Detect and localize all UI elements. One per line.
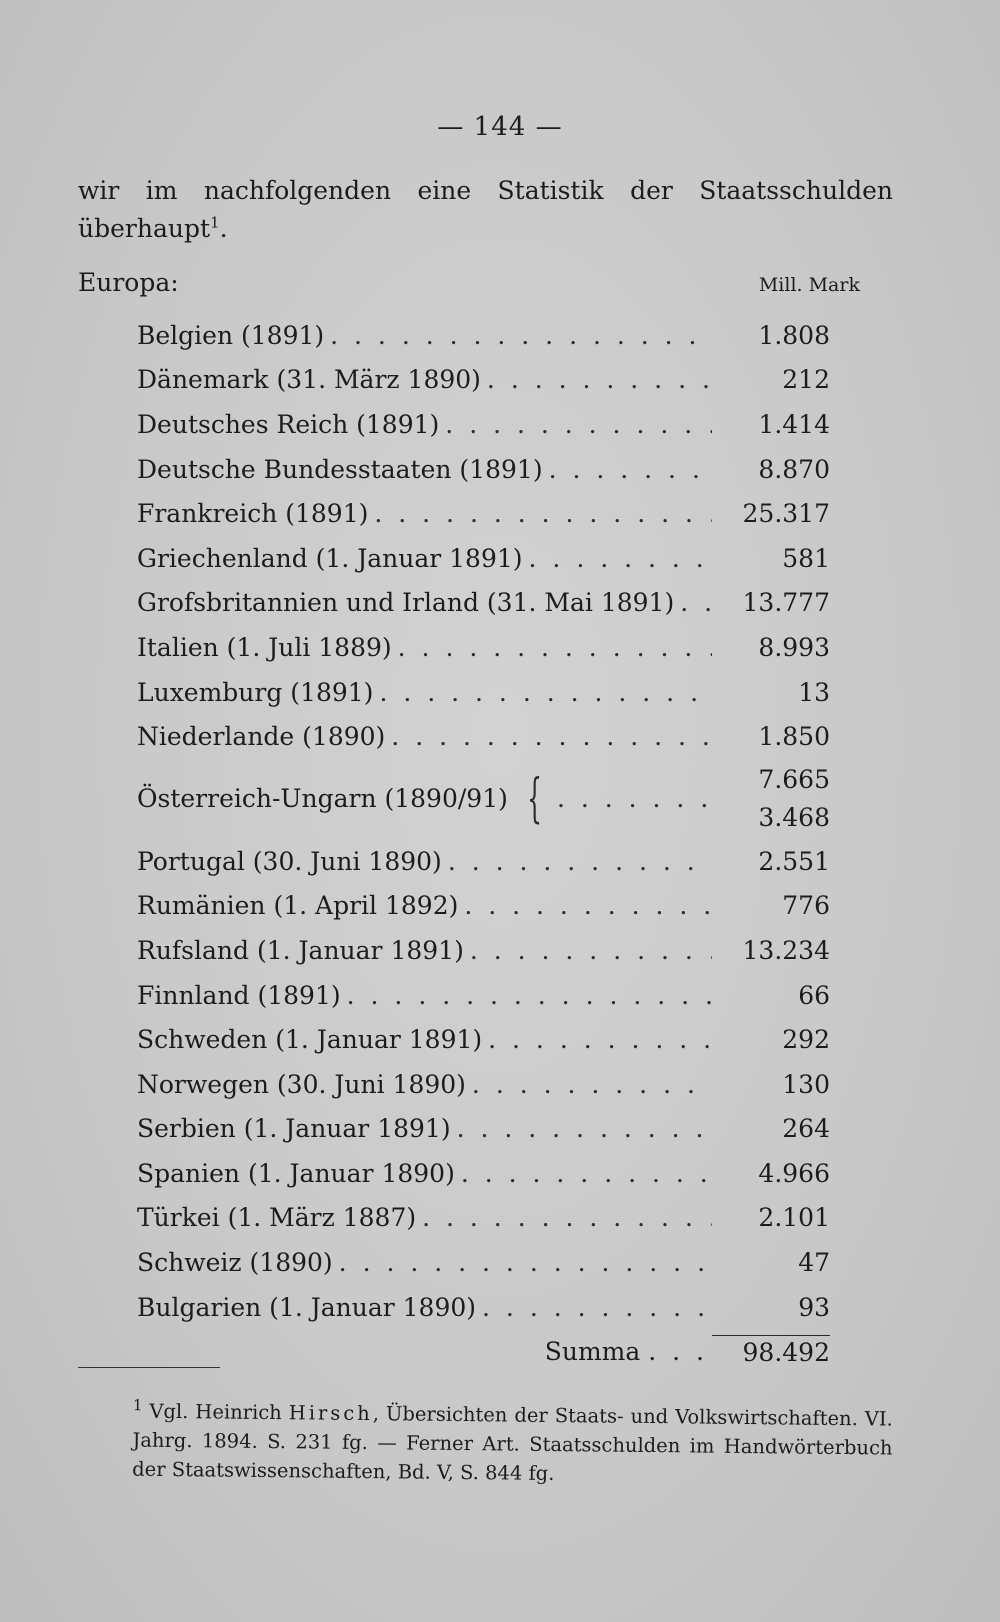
dot-leader [416,1203,712,1232]
debt-value: 13 [798,677,830,707]
brace-glyph: { [526,768,542,829]
intro-line-1 [78,172,893,210]
dot-leader [476,1293,712,1322]
country-label: Dänemark (31. März 1890) [137,365,481,395]
country-label: Finnland (1891) [137,980,341,1010]
country-label: Italien (1. Juli 1889) [137,632,392,662]
country-label: Rumänien (1. April 1892) [137,891,459,921]
dot-leader [464,936,712,965]
debt-value: 2.551 [758,846,830,876]
table-row [137,1017,830,1062]
debt-value: 2.101 [758,1203,830,1233]
debt-value: 3.468 [758,802,830,832]
dot-leader [439,410,712,439]
dot-leader [385,722,712,751]
country-label: Bulgarien (1. Januar 1890) [137,1292,477,1322]
footnote-author: Hirsch [288,1401,373,1426]
intro-word: eine [417,176,472,205]
table-row [137,1107,830,1152]
table-row-double [137,759,830,839]
debt-value: 25.317 [742,499,830,529]
table-row [137,1285,830,1330]
intro-line-2 [78,210,893,248]
table-row [137,670,830,715]
dot-leader [674,588,712,617]
debt-table [137,313,830,1373]
country-label: Grofsbritannien und Irland (31. Mai 1891) [137,588,675,618]
dot-leader [442,847,712,876]
country-label: Türkei (1. März 1887) [137,1203,417,1233]
intro-word: im [145,176,178,205]
debt-value: 292 [782,1025,830,1055]
table-row [137,581,830,626]
country-label: Frankreich (1891) [137,499,369,529]
country-label: Spanien (1. Januar 1890) [137,1158,455,1188]
debt-value: 8.870 [758,454,830,484]
table-row [137,625,830,670]
debt-value-pair [712,761,830,837]
footnote-body [77,1396,893,1492]
table-row [137,714,830,759]
dot-leader [458,891,712,920]
country-label: Portugal (30. Juni 1890) [137,846,442,876]
debt-value: 47 [798,1248,830,1278]
footnote-text-b: , Übersichten der Staats- und Volkswirtschaften. VI. Jahrg. 1894. S. 231 fg. — Ferner Art. Staatsschulden im Handwörterbuch der Staatswissenschaften, Bd. V, S. 844 fg. [132,1402,893,1485]
dot-leader [392,633,712,662]
debt-value: 4.966 [758,1158,830,1188]
intro-line-2-end: . [219,214,228,243]
footnote-marker: 1 [132,1396,143,1415]
table-row [137,491,830,536]
table-row [137,447,830,492]
intro-paragraph [78,172,893,248]
debt-value: 1.808 [758,320,830,350]
dot-leader [341,981,712,1010]
dot-leader [455,1159,712,1188]
footnote-reference[interactable]: 1 [210,213,220,232]
table-row [137,1240,830,1285]
table-row [137,536,830,581]
table-row [137,313,830,358]
unit-label: Mill. Mark [758,274,860,296]
table-row [137,1062,830,1107]
table-row [137,1151,830,1196]
table-row [137,839,830,884]
debt-value: 8.993 [758,632,830,662]
country-label: Deutsches Reich (1891) [137,409,440,439]
table-row [137,884,830,929]
section-title: Europa: [78,268,179,297]
country-label: Belgien (1891) [137,320,325,350]
intro-word: nachfolgenden [203,176,392,205]
section-header [78,268,860,297]
country-label: Österreich-Ungarn (1890/91) [137,784,508,814]
country-label: Schweiz (1890) [137,1248,333,1278]
country-label: Serbien (1. Januar 1891) [137,1114,451,1144]
dot-leader [543,455,712,484]
dot-leader [481,365,712,394]
debt-value: 776 [782,891,830,921]
table-row [137,973,830,1018]
sum-value: 98.492 [712,1335,830,1367]
intro-word: Staatsschulden [699,176,893,205]
dot-leader [482,1025,712,1054]
country-label: Deutsche Bundesstaaten (1891) [137,454,543,484]
dot-leader [324,321,712,350]
dot-leader [373,678,712,707]
debt-value: 1.414 [758,409,830,439]
intro-word: der [630,176,673,205]
dot-leader [368,499,712,528]
intro-word: wir [78,176,120,205]
page-number: — 144 — [437,112,563,142]
dot-leader [551,784,712,813]
intro-line-2-text: überhaupt [78,214,211,243]
debt-value: 581 [782,543,830,573]
table-row [137,1196,830,1241]
debt-value: 264 [782,1114,830,1144]
sum-label: Summa [544,1336,641,1366]
debt-value: 1.850 [758,722,830,752]
table-row [137,928,830,973]
sum-dots: . . . [648,1336,704,1366]
dot-leader [333,1248,712,1277]
debt-value: 13.234 [742,935,830,965]
dot-leader [523,544,712,573]
country-label: Luxemburg (1891) [137,677,374,707]
dot-leader [451,1114,712,1143]
debt-value: 93 [798,1292,830,1322]
debt-value: 13.777 [742,588,830,618]
footnote [77,1396,893,1492]
country-label: Schweden (1. Januar 1891) [137,1025,483,1055]
country-label: Niederlande (1890) [137,722,386,752]
sum-row [137,1329,830,1373]
footnote-rule [78,1367,220,1368]
debt-value: 212 [782,365,830,395]
dot-leader [466,1070,712,1099]
footnote-text-a: Vgl. Heinrich [149,1399,282,1425]
country-label: Norwegen (30. Juni 1890) [137,1069,466,1099]
debt-value: 7.665 [758,764,830,794]
table-row [137,358,830,403]
country-label: Rufsland (1. Januar 1891) [137,935,464,965]
debt-value: 66 [798,980,830,1010]
country-label: Griechenland (1. Januar 1891) [137,543,523,573]
table-row [137,402,830,447]
debt-value: 130 [782,1069,830,1099]
intro-word: Statistik [497,176,604,205]
